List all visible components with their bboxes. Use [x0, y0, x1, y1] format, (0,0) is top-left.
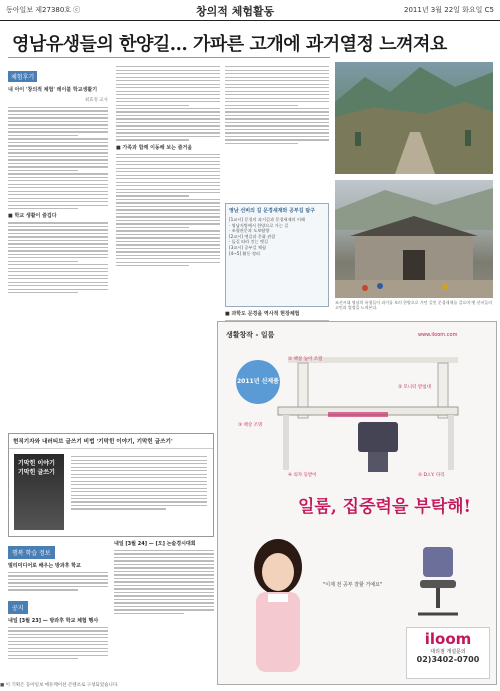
girl-photo: [238, 532, 318, 672]
girl-quote: "이제 전 공부 잘할 거예요": [323, 582, 383, 588]
chair-image: [408, 542, 468, 622]
col1-subhead-2: ■ 학교 생활이 즐겁다: [8, 213, 57, 220]
bottom-mid-info: [114, 540, 214, 616]
book-body: [71, 454, 207, 512]
girl-graphic: [238, 532, 318, 672]
course-item: [1교시] 문경의 과거길과 문경새재의 이해: [229, 217, 305, 222]
col3-article: [225, 64, 329, 204]
col1-article: [8, 64, 108, 424]
info-tag-label: 행복 학습 정보: [8, 546, 55, 559]
masthead-date: 2011년 3월 22일 화요일 C5: [404, 6, 494, 14]
col2-body-2: [116, 154, 220, 267]
section-tag-label: 체험후기: [8, 71, 37, 82]
info-title-3: 내일 [3월 24] — [오] 논술경시대회: [114, 541, 196, 547]
masthead-left: 동아일보 제27380호 ⓒ: [6, 6, 81, 14]
store-label: 대리점 개설문의: [430, 649, 466, 655]
course-box-title: 영남 선비의 길 문경새재와 공부길 탐구: [229, 208, 315, 214]
info-tag-label: 공지: [8, 601, 28, 614]
col2-subhead-2: ■ 과학도 문경을 역사적 현장체험: [225, 311, 300, 317]
byline: 최효정 교사: [84, 98, 108, 103]
course-item: [4~5] 활동 정리: [229, 250, 260, 256]
col1-subhead: 내 아이 '창의적 체험' 레이블 학교생활기: [8, 87, 98, 93]
brand-logo: iloom: [424, 630, 472, 648]
ad-url[interactable]: www.iloom.com: [418, 332, 458, 338]
brand-logo-box[interactable]: [406, 627, 490, 679]
ad-feature-3: ③ 책상 조명: [238, 423, 263, 428]
course-item: [3교시] 공부길 체험: [229, 244, 266, 250]
course-item: · 돌길 따라 걷는 옛길: [229, 239, 269, 245]
mountain-photo-graphic: [335, 62, 493, 174]
col1-body-2: [8, 222, 108, 293]
col2-article: [116, 64, 220, 424]
bottom-left-info: [8, 540, 108, 662]
photo-gate: [335, 180, 493, 298]
info-title-1: 멀티미디어로 배우는 방과후 학교: [8, 563, 81, 569]
gate-photo-graphic: [335, 180, 493, 298]
col3-body: [225, 66, 329, 144]
ad-feature-4: ④ 의자 등받이: [288, 473, 317, 478]
book-cover-text: 기막힌 이야기 기막힌 글쓰기: [18, 460, 55, 476]
book-cover: [14, 454, 64, 530]
desk-illustration: [268, 352, 478, 482]
ad-feature-5: ⑤ D.I.Y. 다리: [418, 473, 445, 478]
book-feature: [8, 433, 214, 537]
col2-body: [116, 66, 220, 140]
section-title: 창의적 체험활동: [196, 5, 275, 18]
col2-subhead-1: ■ 가족과 함께 이동해 보는 즐거움: [116, 144, 193, 151]
photo-mountain-road: [335, 62, 493, 174]
masthead: [0, 0, 500, 21]
page-headline: 영남유생들의 한양길… 가파른 고개에 과거열정 느껴져요: [12, 34, 447, 55]
info-tag-2: [8, 595, 108, 614]
info-tag-1: [8, 540, 108, 559]
store-phone: 02)3402-0700: [416, 655, 480, 664]
chair-icon: [408, 542, 468, 622]
course-box: [225, 203, 329, 307]
book-title: 현직기자와 내러티브 글쓰기 비법 '기막힌 이야기, 기막힌 글쓰기': [9, 434, 213, 449]
course-item: [2교시] 옛길과 문화 관찰: [229, 233, 276, 239]
course-item: · 조령관문과 도보탐방: [229, 228, 270, 234]
ad-slogan: 일룸, 집중력을 부탁해!: [298, 497, 472, 517]
section-tag: [8, 64, 108, 83]
page-footer: ■ 이 기획은 동아일보 에듀케이션 콘텐츠로 구성되었습니다.: [0, 683, 119, 688]
ad-header: 생활창작 - 일룸: [226, 331, 275, 339]
ad-feature-1: ① 책상 높이 조절: [288, 357, 323, 362]
photo-caption: 조선시대 영남의 유생들이 과거를 보러 한양으로 가던 길인 문경새재를 걸으며 옛 선비들의 고민과 열정을 느껴본다.: [335, 300, 492, 310]
headline-rule: [8, 57, 330, 58]
info-title-2: 내일 [3월 23] — 방과후 학교 체험 행사: [8, 617, 99, 624]
ad-feature-2: ② 모니터 받침대: [398, 385, 431, 390]
course-item: · 영남지방에서 한양으로 가는 길: [229, 222, 289, 228]
iloom-ad[interactable]: [217, 321, 497, 685]
col1-body: [8, 107, 108, 209]
ad-badge-label: 2011년 신제품: [237, 378, 279, 385]
